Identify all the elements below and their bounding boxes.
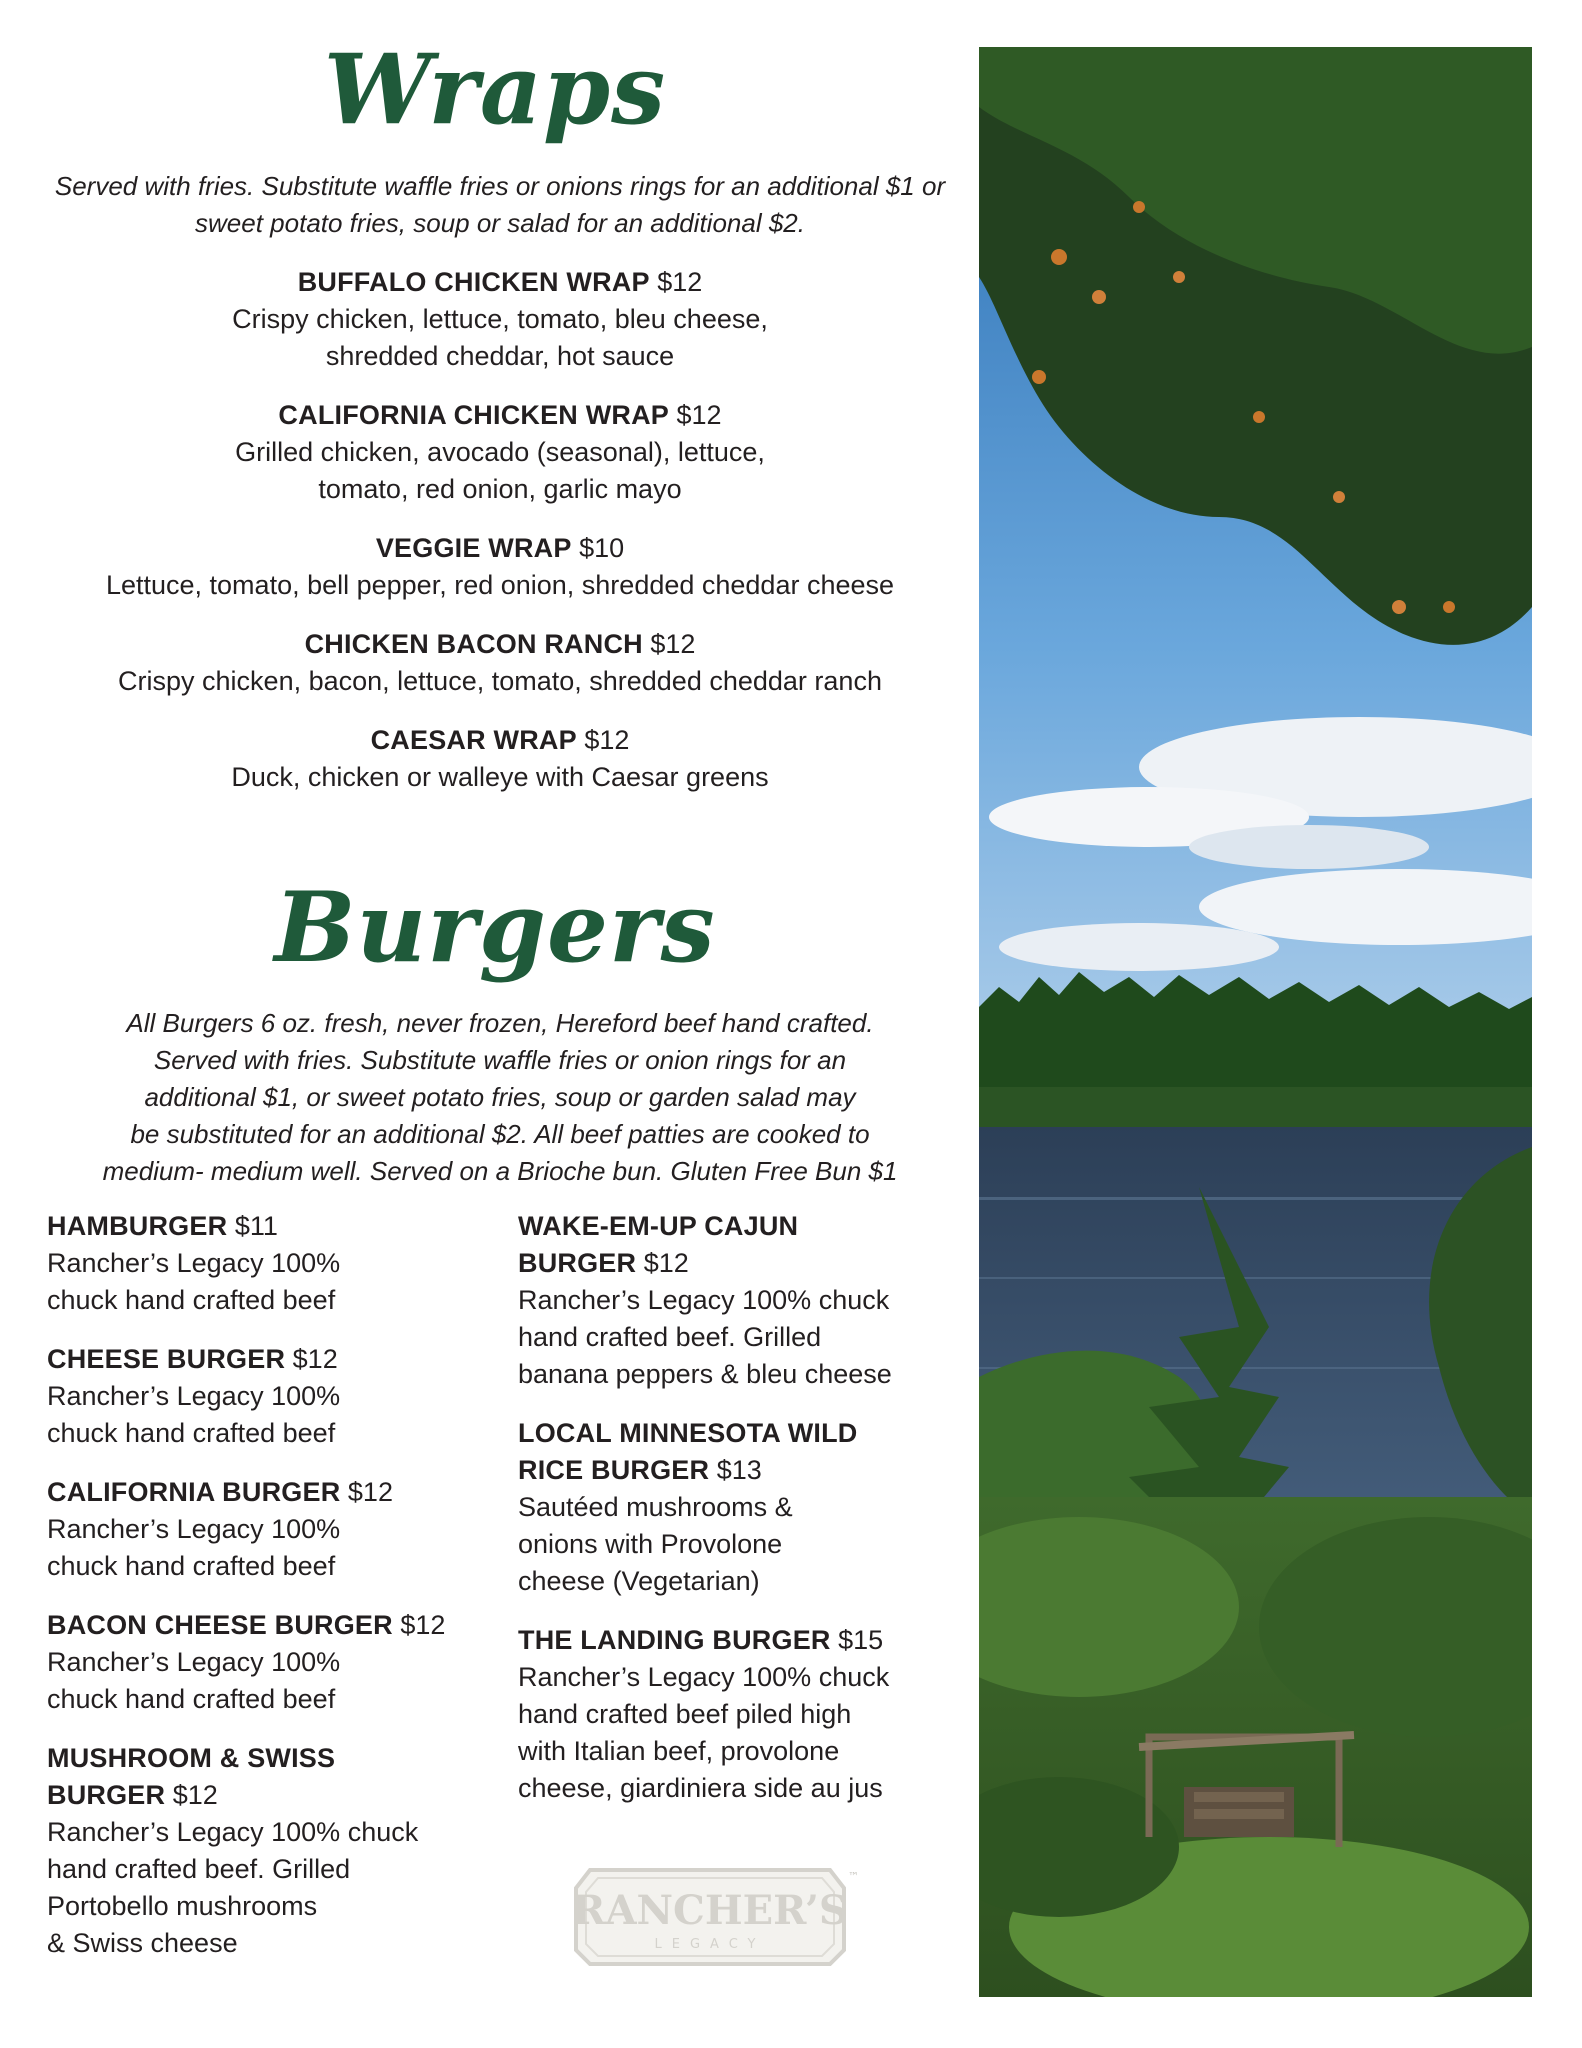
item-desc: cheese, giardiniera side au jus xyxy=(518,1773,883,1803)
item-desc: & Swiss cheese xyxy=(47,1928,238,1958)
item-desc: Rancher’s Legacy 100% xyxy=(47,1248,341,1278)
item-price: $12 xyxy=(650,629,696,659)
item-name: CHEESE BURGER xyxy=(47,1344,286,1374)
intro-line: Served with fries. Substitute waffle fries or onion rings for an xyxy=(153,1045,847,1075)
wrap-item xyxy=(40,530,960,604)
wrap-item xyxy=(40,626,960,700)
item-name: MUSHROOM & SWISS xyxy=(47,1743,336,1773)
item-name: BURGER xyxy=(47,1780,166,1810)
item-desc: Rancher’s Legacy 100% chuck xyxy=(518,1285,890,1315)
ranchers-legacy-logo xyxy=(560,1858,860,1973)
burger-item xyxy=(47,1208,487,1319)
item-desc: chuck hand crafted beef xyxy=(47,1418,336,1448)
item-desc: tomato, red onion, garlic mayo xyxy=(318,474,682,504)
wraps-title: Wraps xyxy=(323,33,667,146)
item-price: $12 xyxy=(657,267,703,297)
item-desc: Crispy chicken, bacon, lettuce, tomato, shredded cheddar ranch xyxy=(118,666,882,696)
intro-line: be substituted for an additional $2. All beef patties are cooked to xyxy=(130,1119,870,1149)
item-desc: with Italian beef, provolone xyxy=(518,1736,840,1766)
burger-item xyxy=(47,1607,487,1718)
burgers-title: Burgers xyxy=(274,871,716,984)
item-desc: Grilled chicken, avocado (seasonal), lettuce, xyxy=(235,437,765,467)
item-price: $11 xyxy=(234,1211,278,1241)
lake-forest-image-icon xyxy=(979,47,1532,1997)
item-name: BACON CHEESE BURGER xyxy=(47,1610,393,1640)
lake-photo xyxy=(979,47,1532,1997)
item-name: CAESAR WRAP xyxy=(370,725,577,755)
burgers-right-column xyxy=(518,1208,948,1829)
item-name: CHICKEN BACON RANCH xyxy=(304,629,643,659)
burger-item xyxy=(518,1208,948,1393)
item-desc: hand crafted beef. Grilled xyxy=(518,1322,822,1352)
burger-item xyxy=(518,1415,948,1600)
wrap-item xyxy=(40,264,960,375)
item-price: $15 xyxy=(838,1625,884,1655)
item-name: CALIFORNIA BURGER xyxy=(47,1477,341,1507)
burgers-left-column xyxy=(47,1208,487,1984)
item-desc: shredded cheddar, hot sauce xyxy=(325,341,675,371)
wraps-list xyxy=(40,264,960,818)
item-price: $12 xyxy=(292,1344,338,1374)
logo-line1: RANCHER’S xyxy=(572,1887,848,1934)
intro-line: All Burgers 6 oz. fresh, never frozen, Hereford beef hand crafted. xyxy=(126,1008,874,1038)
item-desc: Rancher’s Legacy 100% xyxy=(47,1381,341,1411)
wrap-item xyxy=(40,722,960,796)
item-desc: Portobello mushrooms xyxy=(47,1891,318,1921)
item-name: CALIFORNIA CHICKEN WRAP xyxy=(278,400,669,430)
logo-line2: LEGACY xyxy=(654,1937,766,1952)
item-desc: cheese (Vegetarian) xyxy=(518,1566,760,1596)
item-desc: banana peppers & bleu cheese xyxy=(518,1359,892,1389)
burger-item xyxy=(518,1622,948,1807)
item-desc: Crispy chicken, lettuce, tomato, bleu cheese, xyxy=(232,304,768,334)
wraps-intro: Served with fries. Substitute waffle fries or onions rings for an additional $1 or sweet potato fries, soup or salad for an additional $2. xyxy=(54,171,946,238)
item-desc: Rancher’s Legacy 100% xyxy=(47,1514,341,1544)
item-desc: Duck, chicken or walleye with Caesar greens xyxy=(231,762,769,792)
intro-line: medium- medium well. Served on a Brioche bun. Gluten Free Bun $1 xyxy=(102,1156,898,1186)
item-name: BUFFALO CHICKEN WRAP xyxy=(297,267,650,297)
item-desc: onions with Provolone xyxy=(518,1529,783,1559)
item-desc: Rancher’s Legacy 100% chuck xyxy=(518,1662,890,1692)
item-name: LOCAL MINNESOTA WILD xyxy=(518,1418,858,1448)
item-price: $12 xyxy=(676,400,722,430)
item-desc: Sautéed mushrooms & xyxy=(518,1492,793,1522)
burgers-intro xyxy=(50,1005,950,1190)
item-desc: chuck hand crafted beef xyxy=(47,1551,336,1581)
item-name: RICE BURGER xyxy=(518,1455,710,1485)
item-desc: hand crafted beef. Grilled xyxy=(47,1854,351,1884)
item-desc: chuck hand crafted beef xyxy=(47,1684,336,1714)
item-desc: hand crafted beef piled high xyxy=(518,1699,852,1729)
item-price: $12 xyxy=(400,1610,446,1640)
wrap-item xyxy=(40,397,960,508)
item-desc: chuck hand crafted beef xyxy=(47,1285,336,1315)
item-desc: Rancher’s Legacy 100% chuck xyxy=(47,1817,419,1847)
item-price: $12 xyxy=(584,725,630,755)
item-name: BURGER xyxy=(518,1248,637,1278)
item-desc: Rancher’s Legacy 100% xyxy=(47,1647,341,1677)
item-price: $10 xyxy=(579,533,625,563)
burger-item xyxy=(47,1341,487,1452)
item-name: VEGGIE WRAP xyxy=(375,533,572,563)
item-price: $12 xyxy=(347,1477,393,1507)
item-price: $12 xyxy=(643,1248,689,1278)
logo-trademark: ™ xyxy=(848,1870,859,1883)
item-name: WAKE-EM-UP CAJUN xyxy=(518,1211,799,1241)
item-price: $12 xyxy=(172,1780,218,1810)
intro-line: additional $1, or sweet potato fries, soup or garden salad may xyxy=(144,1082,856,1112)
item-name: THE LANDING BURGER xyxy=(518,1625,831,1655)
item-price: $13 xyxy=(716,1455,762,1485)
logo-badge-icon xyxy=(560,1858,860,1973)
burger-item xyxy=(47,1740,487,1962)
item-name: HAMBURGER xyxy=(47,1211,228,1241)
burger-item xyxy=(47,1474,487,1585)
item-desc: Lettuce, tomato, bell pepper, red onion, shredded cheddar cheese xyxy=(105,570,895,600)
